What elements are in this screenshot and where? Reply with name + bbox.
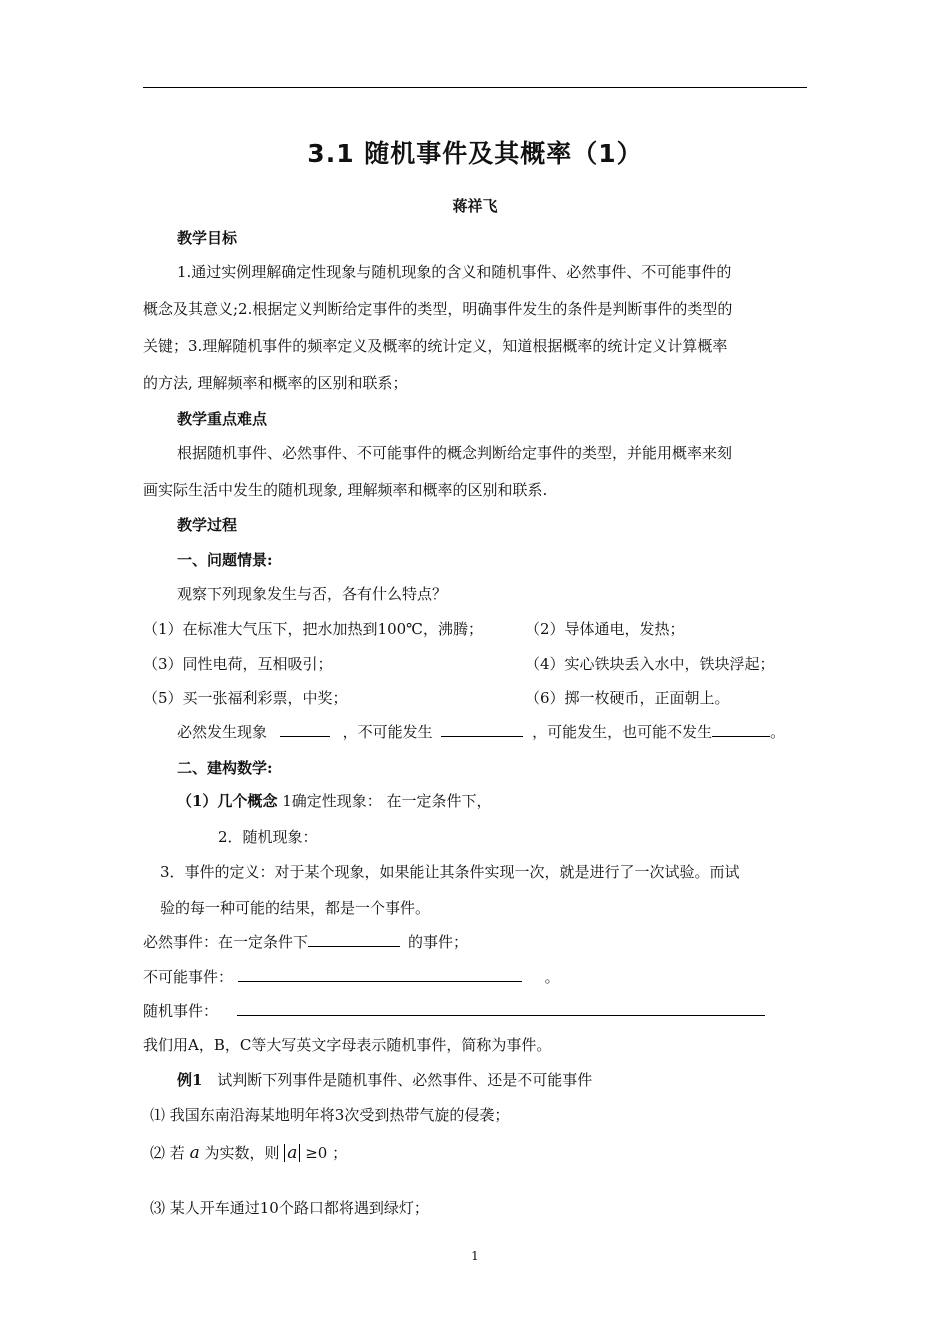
example-q3: ⑶ 某人开车通过10个路口都将遇到绿灯；: [150, 1199, 429, 1217]
phenomenon-1: （1）在标准大气压下，把水加热到100℃，沸腾；: [143, 620, 483, 638]
event-definition-2: 验的每一种可能的结果，都是一个事件。: [160, 899, 431, 917]
phenomenon-5: （5）买一张福利彩票，中奖；: [143, 689, 348, 707]
random-event-blank[interactable]: [237, 1001, 765, 1016]
page-title: 3.1 随机事件及其概率（1）: [307, 139, 643, 168]
process-heading: 教学过程: [177, 516, 238, 534]
goals-line-4: 的方法, 理解频率和概率的区别和联系；: [143, 374, 408, 392]
keypoints-heading: 教学重点难点: [177, 410, 268, 428]
impossible-event-blank[interactable]: [238, 967, 522, 982]
section-2-heading: 二、建构数学:: [177, 759, 273, 777]
concept-1: 1确定性现象： 在一定条件下，: [282, 792, 492, 810]
example-q2: [150, 1143, 347, 1163]
fill-in-line: [177, 722, 785, 742]
impossible-event-line: [143, 967, 560, 987]
concepts-line: [177, 791, 492, 811]
goals-line-3: 关键；3.理解随机事件的频率定义及概率的统计定义，知道根据概率的统计定义计算概率: [143, 337, 728, 355]
phenomenon-3: （3）同性电荷，互相吸引；: [143, 655, 333, 673]
goals-heading: 教学目标: [177, 229, 238, 247]
fill-impossible-label: ，不可能发生: [342, 723, 433, 741]
certain-event-line: [143, 932, 468, 952]
author-name: 蒋祥飞: [452, 197, 498, 215]
random-event-label: 随机事件：: [143, 1002, 219, 1020]
certain-event-suffix: 的事件；: [408, 933, 469, 951]
example-q2-variable: a: [189, 1143, 200, 1163]
impossible-event-label: 不可能事件：: [143, 968, 234, 986]
example-q2-relation: ≥0: [305, 1144, 328, 1162]
certain-event-blank[interactable]: [308, 932, 400, 947]
fill-end: 。: [770, 723, 786, 741]
concept-2: 2．随机现象：: [218, 828, 318, 846]
example-1-label: 例1: [177, 1071, 203, 1089]
section-1-heading: 一、问题情景:: [177, 551, 273, 569]
example-q2-mid: 为实数，则: [204, 1144, 280, 1162]
page-number: 1: [471, 1249, 479, 1263]
example-q1: ⑴ 我国东南沿海某地明年将3次受到热带气旋的侵袭；: [150, 1106, 510, 1124]
question-text: 观察下列现象发生与否，各有什么特点？: [177, 585, 448, 603]
keypoints-line-2: 画实际生活中发生的随机现象, 理解频率和概率的区别和联系.: [143, 481, 548, 499]
certain-event-label: 必然事件：在一定条件下: [143, 933, 309, 951]
phenomenon-2: （2）导体通电，发热；: [525, 620, 685, 638]
event-definition-1: 3．事件的定义：对于某个现象，如果能让其条件实现一次，就是进行了一次试验。而试: [160, 863, 740, 881]
fill-certain-blank[interactable]: [280, 722, 330, 737]
abs-value-expression: a: [284, 1144, 300, 1162]
random-event-line: [143, 1001, 765, 1021]
concepts-label: （1）几个概念: [177, 792, 278, 810]
goals-line-2: 概念及其意义;2.根据定义判断给定事件的类型，明确事件发生的条件是判断事件的类型的: [143, 300, 733, 318]
fill-random-blank[interactable]: [712, 722, 770, 737]
phenomenon-4: （4）实心铁块丢入水中，铁块浮起；: [525, 655, 775, 673]
notation-text: 我们用A，B，C等大写英文字母表示随机事件，简称为事件。: [143, 1036, 552, 1054]
impossible-event-end: 。: [544, 968, 560, 986]
example-q2-end: ；: [332, 1144, 348, 1162]
fill-impossible-blank[interactable]: [441, 722, 523, 737]
fill-random-label: ，可能发生，也可能不发生: [532, 723, 713, 741]
goals-line-1: 1.通过实例理解确定性现象与随机现象的含义和随机事件、必然事件、不可能事件的: [177, 263, 732, 281]
fill-certain-label: 必然发生现象: [177, 723, 268, 741]
example-1-text: 试判断下列事件是随机事件、必然事件、还是不可能事件: [217, 1071, 593, 1089]
example-q2-prefix: ⑵ 若: [150, 1144, 185, 1162]
phenomenon-6: （6）掷一枚硬币，正面朝上。: [525, 689, 730, 707]
keypoints-line-1: 根据随机事件、必然事件、不可能事件的概念判断给定事件的类型，并能用概率来刻: [177, 444, 733, 462]
header-rule: [143, 87, 807, 88]
example-1-line: [177, 1070, 592, 1090]
